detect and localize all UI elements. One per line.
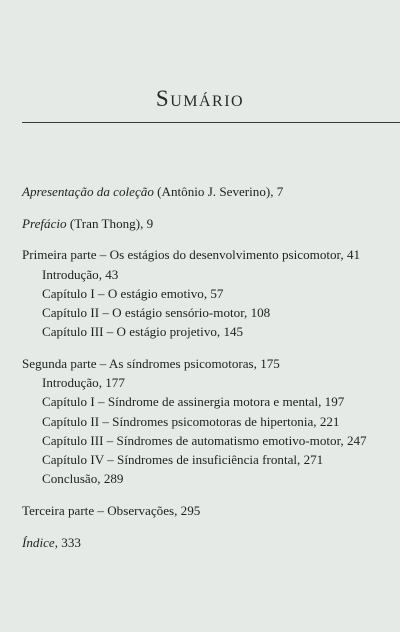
- toc-subentry: Introdução, 177: [42, 375, 125, 391]
- toc-subentry: Capítulo II – Síndromes psicomotoras de hipertonia, 221: [42, 413, 340, 429]
- toc-subentry: Capítulo I – Síndrome de assinergia motora e mental, 197: [42, 394, 345, 410]
- toc-entry-prefacio: [22, 214, 394, 233]
- toc-entry-text: (Tran Thong), 9: [66, 215, 154, 231]
- toc-part-heading: Segunda parte – As síndromes psicomotoras, 175: [22, 355, 280, 371]
- toc-subentry: Capítulo III – Síndromes de automatismo emotivo-motor, 247: [42, 432, 367, 448]
- toc-entry-italic: Prefácio: [22, 215, 67, 231]
- toc-subentry: Introdução, 43: [42, 266, 119, 282]
- toc-part-heading: Terceira parte – Observações, 295: [22, 502, 201, 518]
- toc-subentry: Capítulo I – O estágio emotivo, 57: [42, 285, 224, 301]
- title-rule: [22, 122, 400, 123]
- toc-subentry: Capítulo IV – Síndromes de insuficiência frontal, 271: [42, 451, 324, 467]
- toc-part-heading: Primeira parte – Os estágios do desenvolvimento psicomotor, 41: [22, 247, 361, 263]
- toc-entry-italic: Apresentação da coleção: [22, 184, 154, 199]
- toc-entry-indice: [22, 533, 394, 552]
- title-block: [0, 86, 400, 112]
- toc-entry-text: (Antônio J. Severino), 7: [153, 184, 284, 199]
- toc-subentry: Conclusão, 289: [42, 471, 124, 487]
- table-of-contents: [22, 182, 394, 552]
- toc-entry-text: , 333: [54, 534, 81, 550]
- toc-subentry: Capítulo III – O estágio projetivo, 145: [42, 324, 244, 340]
- page-title: Sumário: [155, 86, 245, 111]
- toc-subentry: Capítulo II – O estágio sensório-motor, 108: [42, 305, 271, 321]
- toc-entry-apresentacao: [22, 182, 394, 201]
- toc-entry-italic: Índice: [22, 534, 55, 550]
